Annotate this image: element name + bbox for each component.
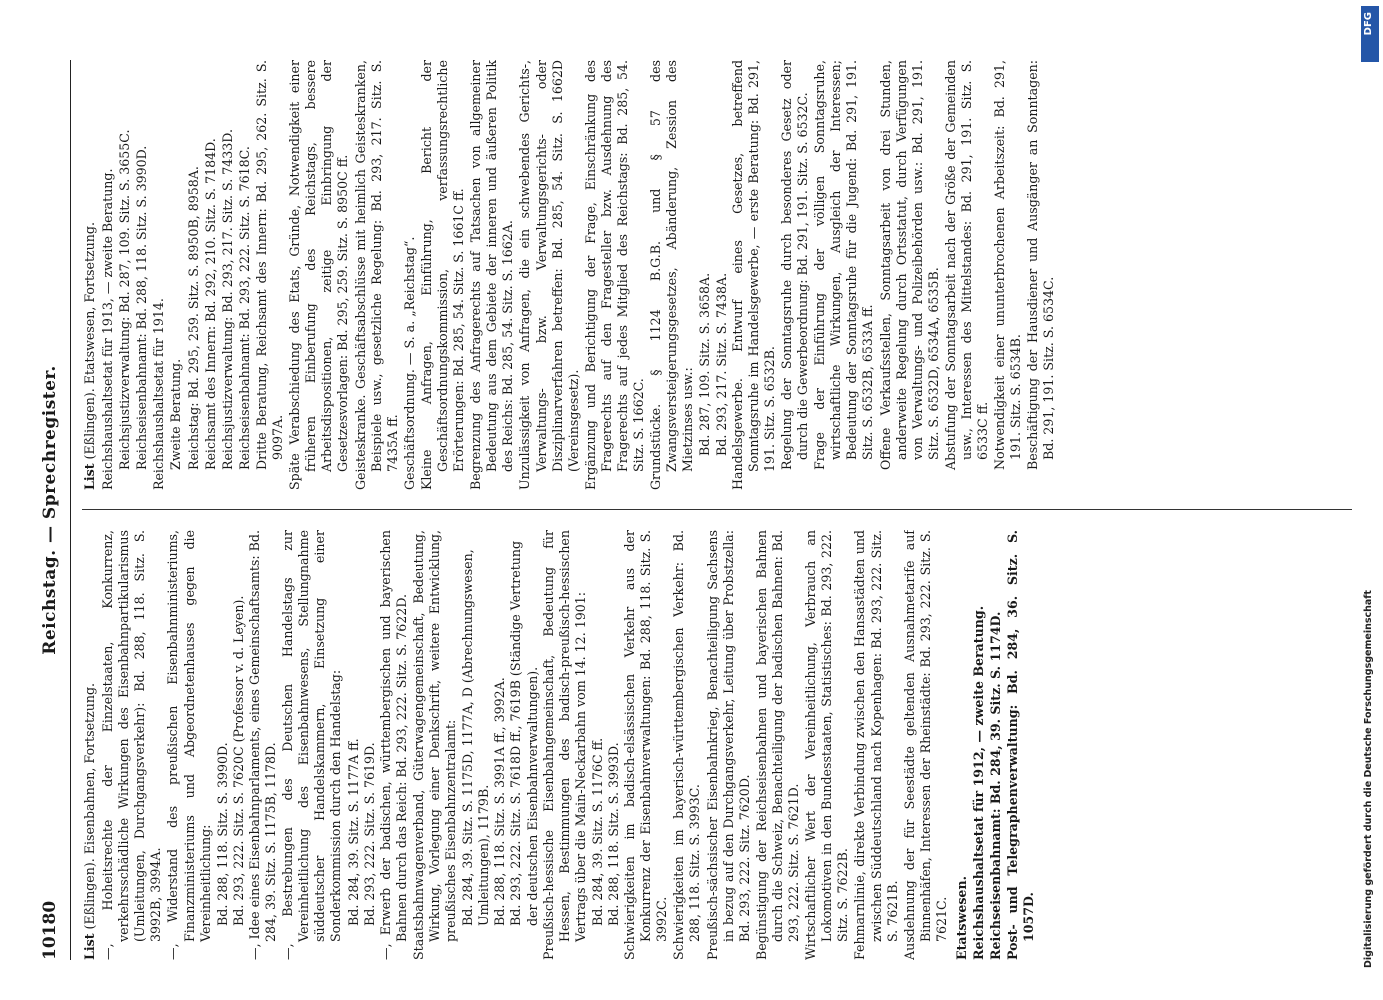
register-entry: Begrenzung des Anfragerechts auf Tatsachen von allgemeiner Bedeutung aus dem Gebiete der inneren und äußeren Politik des Reichs: Bd. 285, 54. Sitz. S. 1662A. <box>468 60 516 490</box>
left-heading-rest: (Eßlingen). Eisenbahnen, Fortsetzung. <box>82 682 97 930</box>
reference-line: Bd. 293, 222. Sitz. S. 7620C (Professor v. d. Leyen). <box>230 595 246 926</box>
register-entry: Reichshaushaltsetat für 1913, — zweite Beratung. <box>100 168 116 490</box>
register-entry: Unzulässigkeit von Anfragen, die ein schwebendes Gerichts-, Verwaltungs- bzw. Verwaltungsgerichts- oder Disziplinarverfahren betreffen: Bd. 285, 54. Sitz. S. 1662D (Vereinsgesetz). <box>517 60 581 490</box>
register-entry: Dritte Beratung, Reichsamt des Innern: Bd. 295, 262. Sitz. S. 9097A. <box>253 60 286 470</box>
register-entry: Notwendigkeit einer ununterbrochenen Arbeitszeit: Bd. 291, 191. Sitz. S. 6534B. <box>992 60 1024 470</box>
digitization-credit <box>1361 68 1379 968</box>
register-entry: —, Widerstand des preußischen Eisenbahnministeriums, Finanzministeriums und Abgeordnetenhauses gegen die Vereinheitlichung: <box>165 530 213 960</box>
reference-line: Bd. 287, 109. Sitz. S. 3658A. <box>697 272 713 456</box>
register-entry: Preußisch-hessische Eisenbahngemeinschaft, Bedeutung für Hessen, Bestimmungen des badisch-preußisch-hessischen Vertrags über die Main-Neckarbahn vom 14. 12. 1901: <box>540 530 588 960</box>
register-entry: Grundstücke. § 1124 B.G.B. und § 57 des Zwangsversteigerungsgesetzes, Abänderung, Zession des Mietzinses usw.: <box>648 60 696 490</box>
reference-line: Bd. 293, 222. Sitz. S. 7618D ff., 7619B (Ständige Vertretung der deutschen Eisenbahnverwaltungen). <box>508 540 540 926</box>
right-column <box>82 60 1352 490</box>
reference-line: Bd. 293, 217. Sitz. S. 7438A. <box>713 272 729 456</box>
left-heading-name: List <box>82 933 97 960</box>
register-entry: Beschäftigung der Hausdiener und Ausgänger an Sonntagen: Bd. 291, 191. Sitz. S. 6534C. <box>1025 60 1057 470</box>
register-entry: Reichseisenbahnamt: Bd. 288, 118. Sitz. S. 3990D. <box>134 145 150 470</box>
register-entry: Begünstigung der Reichseisenbahnen und bayerischen Bahnen durch die Schweiz, Benachteiligung der badischen Bahnen: Bd. 293, 222. Sitz. S. 7621D. <box>753 530 802 960</box>
register-entry: Fehmarnlinie, direkte Verbindung zwischen den Hansastädten und zwischen Süddeutschland nach Kopenhagen: Bd. 293, 222. Sitz. S. 7621B. <box>852 530 900 960</box>
left-column-heading <box>82 530 98 960</box>
register-entry: —, Idee eines Eisenbahnparlaments, eines Gemeinschaftsamts: Bd. 284, 39. Sitz. S. 1175B, 1178D. <box>246 530 279 960</box>
register-entry: Kleine Anfragen, Einführung, Bericht der Geschäftsordnungskommission, verfassungsrechtliche Erörterungen: Bd. 285, 54. Sitz. S. 1661C ff. <box>418 60 467 490</box>
page-number: 10180 <box>40 900 60 960</box>
reference-line: Bd. 288, 118. Sitz. S. 3991A ff., 3992A. <box>492 677 508 926</box>
register-entry: Handelsgewerbe. Entwurf eines Gesetzes, betreffend Sonntagsruhe im Handelsgewerbe, — erste Beratung: Bd. 291, 191. Sitz. S. 6532B. <box>729 60 777 490</box>
register-entry: Späte Verabschiedung des Etats, Gründe, Notwendigkeit einer früheren Einberufung des Reichstags, bessere Arbeitsdispositionen, zeitige Einbringung der Gesetzesvorlagen: Bd. 295, 259. Sitz. S. 8950C ff. <box>287 60 351 490</box>
reference-line: Bd. 293, 222. Sitz. S. 7619D. <box>361 742 377 926</box>
register-entry: —, Erwerb der badischen, württembergischen und bayerischen Bahnen durch das Reich: Bd. 293, 222. Sitz. S. 7622D. <box>377 530 409 960</box>
reference-line: Bd. 288, 118. Sitz. S. 3993D. <box>606 742 621 926</box>
register-entry: Etatswesen. <box>953 876 969 960</box>
register-entry: Frage der Einführung der völligen Sonntagsruhe, wirtschaftliche Wirkungen, Ausgleich der Interessen; Bedeutung der Sonntagsruhe für die Jugend: Bd. 291, 191. Sitz. S. 6532B, 6533A ff. <box>812 60 876 470</box>
running-head: Reichstag. — Sprechregister. <box>40 365 60 655</box>
reference-line: Bd. 284, 39. Sitz. S. 1175D, 1177A, D (Abrechnungswesen, Umleitungen), 1179B. <box>460 549 492 926</box>
register-entry: Reichshaushaltsetat für 1914. <box>151 298 167 490</box>
register-entry: Ausdehnung der für Seestädte geltenden Ausnahmetarife auf Binnenhäfen, Interessen der Rheinstädte: Bd. 293, 222. Sitz. S. 7621C. <box>901 530 949 960</box>
dfg-badge-text: DFG <box>1363 12 1374 36</box>
register-entry: —, Bestrebungen des Deutschen Handelstags zur Vereinheitlichung des Eisenbahnwesens, Stellungnahme süddeutscher Handelskammern, Einsetzung einer Sonderkommission durch den Handelstag: <box>280 530 344 960</box>
register-entry: Reichstag: Bd. 295, 259. Sitz. S. 8950B, 8958A. <box>185 166 201 470</box>
register-entry: Regelung der Sonntagsruhe durch besonderes Gesetz oder durch die Gewerbeordnung: Bd. 291, 191. Sitz. S. 6532C. <box>778 60 811 470</box>
right-column-heading <box>82 60 98 490</box>
credit-text: Digitalisierung gefördert durch die Deutsche Forschungsgemeinschaft <box>1363 590 1374 968</box>
reference-line: Bd. 284, 39. Sitz. S. 1176C ff. <box>589 737 605 926</box>
register-entry: Offene Verkaufsstellen, Sonntagsarbeit von drei Stunden, anderweite Regelung durch Ortsstatut, durch Verfügungen von Verwaltungs- und Polizeibehörden usw.: Bd. 291, 191. Sitz. S. 6532D, 6534A, 6535B. <box>877 60 941 470</box>
reference-line: Bd. 284, 39. Sitz. S. 1177A ff. <box>345 738 361 926</box>
dfg-logo <box>1361 6 1379 62</box>
register-entry: Reichsjustizverwaltung: Bd. 293, 217. Sitz. S. 7433D. <box>219 129 235 470</box>
header-rule <box>70 60 71 960</box>
register-entry: Zweite Beratung. <box>168 358 184 470</box>
page-header <box>40 60 70 960</box>
register-entry: Staatsbahnwagenverband, Güterwagengemeinschaft, Bedeutung, Wirkung, Vorlegung einer Denkschrift, weitere Entwicklung, preußisches Eisenbahnzentralamt: <box>410 530 459 960</box>
register-entry: Reichsjustizverwaltung: Bd. 287, 109. Sitz. S. 3655C. <box>117 129 133 470</box>
register-entry: —, Hoheitsrechte der Einzelstaaten, Konkurrenz, verkehrsschädliche Wirkungen des Eisenbahnpartikularismus (Umleitungen, Durchgangsverkehr): Bd. 288, 118. Sitz. S. 3992B, 3994A. <box>100 530 164 960</box>
register-entry: Geschäftsordnung. — S. a. „Reichstag“. <box>401 236 417 490</box>
column-divider <box>82 509 1352 510</box>
register-entry: Reichshaushaltsetat für 1912, — zweite Beratung. <box>971 605 987 960</box>
register-entry: Reichseisenbahnamt: Bd. 293, 222. Sitz. S. 7618C. <box>236 146 252 470</box>
register-entry: Post- und Telegraphenverwaltung: Bd. 284, 36. Sitz. S. 1057D. <box>1005 530 1037 960</box>
register-entry: Wirtschaftlicher Wert der Vereinheitlichung, Verbrauch an Lokomotiven in den Bundesstaaten, Statistisches: Bd. 293, 222. Sitz. S. 7622B. <box>803 530 851 960</box>
register-entry: Geisteskranke. Geschäftsabschlüsse mit heimlich Geisteskranken, Beispiele usw., gesetzliche Regelung: Bd. 293, 217. Sitz. S. 7435A ff. <box>352 60 400 490</box>
register-entry: Reichsamt des Innern: Bd. 292, 210. Sitz. S. 7184D. <box>202 138 218 470</box>
register-entry: Schwierigkeiten im badisch-elsässischen Verkehr aus der Konkurrenz der Eisenbahnverwaltungen: Bd. 288, 118. Sitz. S. 3992C. <box>622 530 670 960</box>
right-heading-name: List <box>82 463 97 490</box>
register-entry: Abstufung der Sonntagsarbeit nach der Größe der Gemeinden usw., Interessen des Mittelstandes: Bd. 291, 191. Sitz. S. 6533C ff. <box>942 60 991 470</box>
right-heading-rest: (Eßlingen). Etatswesen, Fortsetzung. <box>82 222 97 460</box>
register-entry: Preußisch-sächsischer Eisenbahnkrieg, Benachteiligung Sachsens in bezug auf den Durchgangsverkehr, Leitung über Probstzella: Bd. 293, 222. Sitz. 7620D. <box>704 530 752 960</box>
register-entry: Reichseisenbahnamt: Bd. 284, 39. Sitz. S. 1174D. <box>988 611 1004 960</box>
register-entry: Schwierigkeiten im bayerisch-württembergischen Verkehr: Bd. 288, 118. Sitz. S. 3993C. <box>671 530 703 960</box>
register-entry: Ergänzung und Berichtigung der Frage, Einschränkung des Fragerechts auf den Fragesteller bzw. Ausdehnung des Fragerechts auf jedes Mitglied des Reichstags: Bd. 285, 54. Sitz. S. 1662C. <box>582 60 647 490</box>
left-column <box>82 530 1352 960</box>
reference-line: Bd. 288, 118. Sitz. S. 3990D. <box>214 742 230 926</box>
